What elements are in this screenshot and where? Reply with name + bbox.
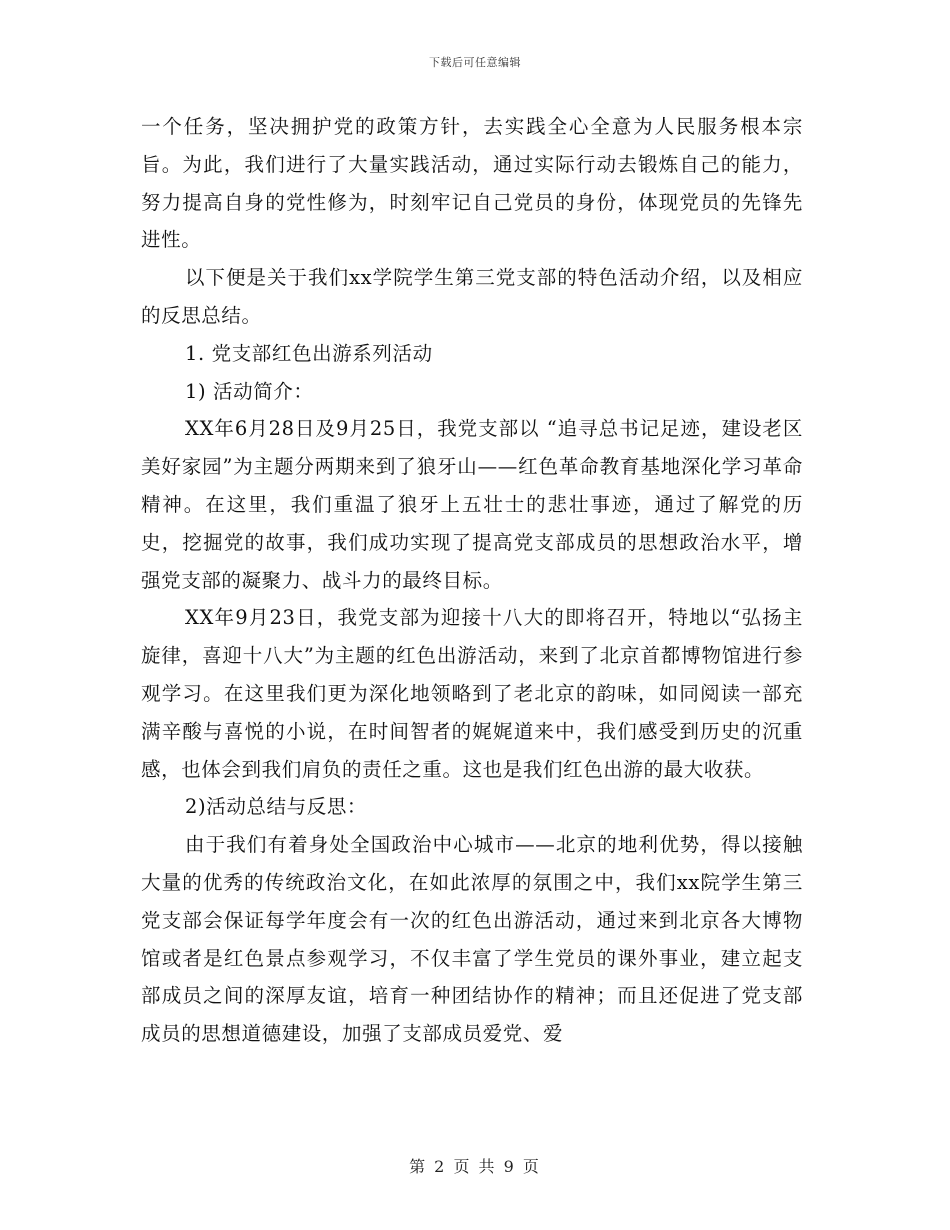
document-body [141, 108, 803, 1053]
paragraph-summary: 由于我们有着身处全国政治中心城市——北京的地利优势，得以接触大量的优秀的传统政治文化，在如此浓厚的氛围之中，我们xx院学生第三党支部会保证每学年度会有一次的红色出游活动，通过来到北京各大博物馆或者是红色景点参观学习，不仅丰富了学生党员的课外事业，建立起支部成员之间的深厚友谊，培育一种团结协作的精神；而且还促进了党支部成员的思想道德建设，加强了支部成员爱党、爱 [141, 833, 803, 1046]
paragraph-2: 以下便是关于我们xx学院学生第三党支部的特色活动介绍，以及相应的反思总结。 [141, 266, 803, 327]
section-heading-1: 1. 党支部红色出游系列活动 [185, 341, 433, 365]
paragraph-1: 一个任务，坚决拥护党的政策方针，去实践全心全意为人民服务根本宗旨。为此，我们进行了大量实践活动，通过实际行动去锻炼自己的能力，努力提高自身的党性修为，时刻牢记自己党员的身份，体现党员的先锋先进性。 [141, 115, 803, 252]
page-footer: 第 2 页 共 9 页 [409, 1157, 541, 1176]
paragraph-langya: XX年6月28日及9月25日，我党支部以 “追寻总书记足迹，建设老区美好家园”为主题分两期来到了狼牙山——红色革命教育基地深化学习革命精神。在这里，我们重温了狼牙上五壮士的悲壮事迹，通过了解党的历史，挖掘党的故事，我们成功实现了提高党支部成员的思想政治水平，增强党支部的凝聚力、战斗力的最终目标。 [141, 417, 803, 592]
page-header: 下载后可任意编辑 [429, 56, 521, 69]
subheading-intro: 1) 活动简介： [185, 379, 314, 403]
paragraph-museum: XX年9月23日，我党支部为迎接十八大的即将召开，特地以“弘扬主旋律，喜迎十八大”为主题的红色出游活动，来到了北京首都博物馆进行参观学习。在这里我们更为深化地领略到了老北京的韵味，如同阅读一部充满辛酸与喜悦的小说，在时间智者的娓娓道来中，我们感受到历史的沉重感，也体会到我们肩负的责任之重。这也是我们红色出游的最大收获。 [141, 606, 803, 781]
subheading-summary: 2)活动总结与反思： [185, 795, 368, 819]
